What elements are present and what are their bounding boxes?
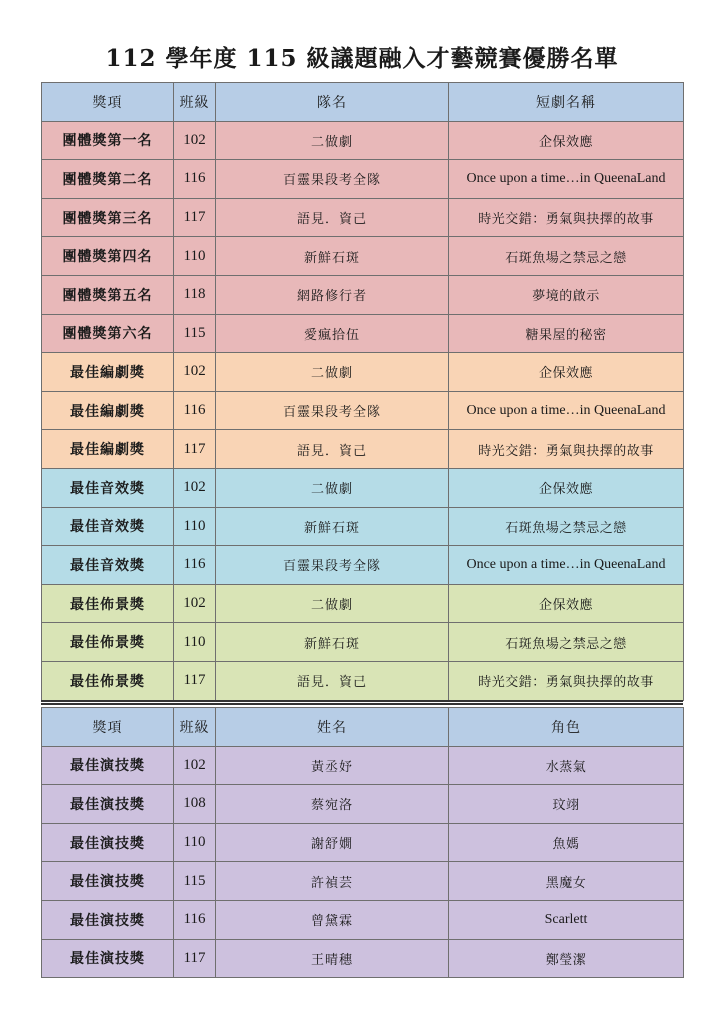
table-row [42,121,684,160]
team-cell: 網路修行者 [216,275,449,314]
award-cell: 最佳演技獎 [42,862,174,901]
team-cell: 二做劇 [216,584,449,623]
class-cell: 116 [174,546,216,585]
team-cell: 二做劇 [216,353,449,392]
table-row [42,546,684,585]
class-cell: 110 [174,507,216,546]
table-row [42,391,684,430]
team-cell: 語見．資己 [216,661,449,700]
play-title-cell: 時光交錯：勇氣與抉擇的故事 [449,198,684,237]
table-row [42,661,684,700]
play-title-cell: 石斑魚場之禁忌之戀 [449,237,684,276]
table-row [42,237,684,276]
header-play: 短劇名稱 [449,83,684,122]
class-cell: 117 [174,661,216,700]
play-title-cell: 企保效應 [449,468,684,507]
role-cell: 魚媽 [449,823,684,862]
table-row [42,275,684,314]
play-title-cell: 時光交錯：勇氣與抉擇的故事 [449,661,684,700]
play-title-cell: 石斑魚場之禁忌之戀 [449,507,684,546]
award-cell: 團體獎第五名 [42,275,174,314]
name-cell: 黃丞妤 [216,746,449,785]
team-cell: 百靈果段考全隊 [216,546,449,585]
team-cell: 二做劇 [216,468,449,507]
header-class: 班級 [174,708,216,747]
table-row [42,430,684,469]
award-cell: 團體獎第四名 [42,237,174,276]
award-cell: 最佳音效獎 [42,468,174,507]
class-cell: 115 [174,314,216,353]
award-cell: 團體獎第二名 [42,160,174,199]
play-title-cell: Once upon a time…in QueenaLand [449,546,684,585]
play-title-cell: 企保效應 [449,121,684,160]
name-cell: 謝舒嫺 [216,823,449,862]
award-cell: 團體獎第三名 [42,198,174,237]
play-title-cell: 企保效應 [449,584,684,623]
award-cell: 最佳佈景獎 [42,584,174,623]
award-cell: 最佳編劇獎 [42,391,174,430]
class-cell: 102 [174,121,216,160]
class-cell: 102 [174,468,216,507]
header-class: 班級 [174,83,216,122]
acting-awards-table [41,707,684,978]
award-cell: 最佳佈景獎 [42,623,174,662]
class-cell: 117 [174,939,216,978]
name-cell: 曾黛霖 [216,900,449,939]
class-cell: 110 [174,823,216,862]
class-cell: 102 [174,746,216,785]
team-cell: 百靈果段考全隊 [216,391,449,430]
play-title-cell: 糖果屋的秘密 [449,314,684,353]
table-header-row [42,708,684,747]
table-row [42,823,684,862]
class-cell: 118 [174,275,216,314]
class-cell: 116 [174,391,216,430]
team-cell: 二做劇 [216,121,449,160]
table-row [42,160,684,199]
team-cell: 語見．資己 [216,430,449,469]
role-cell: 水蒸氣 [449,746,684,785]
table-row [42,584,684,623]
play-title-cell: 時光交錯：勇氣與抉擇的故事 [449,430,684,469]
award-cell: 最佳音效獎 [42,546,174,585]
table-row [42,746,684,785]
class-cell: 102 [174,584,216,623]
table-row [42,785,684,824]
award-cell: 最佳佈景獎 [42,661,174,700]
award-cell: 團體獎第六名 [42,314,174,353]
header-team: 隊名 [216,83,449,122]
class-cell: 102 [174,353,216,392]
table-separator [41,700,683,705]
award-cell: 最佳演技獎 [42,746,174,785]
award-cell: 團體獎第一名 [42,121,174,160]
table-header-row [42,83,684,122]
name-cell: 蔡宛洛 [216,785,449,824]
award-cell: 最佳編劇獎 [42,430,174,469]
header-award: 獎項 [42,83,174,122]
class-cell: 117 [174,430,216,469]
table-row [42,353,684,392]
team-cell: 語見．資己 [216,198,449,237]
award-cell: 最佳演技獎 [42,823,174,862]
table-row [42,623,684,662]
play-title-cell: 夢境的啟示 [449,275,684,314]
page-title: 112 學年度 115 級議題融入才藝競賽優勝名單 [105,45,619,72]
role-cell: 玟翊 [449,785,684,824]
role-cell: Scarlett [449,900,684,939]
class-cell: 117 [174,198,216,237]
team-cell: 百靈果段考全隊 [216,160,449,199]
header-role: 角色 [449,708,684,747]
team-cell: 新鮮石斑 [216,623,449,662]
class-cell: 110 [174,237,216,276]
class-cell: 115 [174,862,216,901]
team-cell: 愛瘋拾伍 [216,314,449,353]
play-title-cell: 石斑魚場之禁忌之戀 [449,623,684,662]
name-cell: 王晴穗 [216,939,449,978]
award-cell: 最佳演技獎 [42,939,174,978]
table-row [42,939,684,978]
award-cell: 最佳編劇獎 [42,353,174,392]
table-row [42,862,684,901]
play-title-cell: 企保效應 [449,353,684,392]
role-cell: 鄭瑩潔 [449,939,684,978]
header-name: 姓名 [216,708,449,747]
class-cell: 116 [174,160,216,199]
role-cell: 黑魔女 [449,862,684,901]
name-cell: 許禎芸 [216,862,449,901]
class-cell: 108 [174,785,216,824]
table-row [42,314,684,353]
play-title-cell: Once upon a time…in QueenaLand [449,391,684,430]
team-cell: 新鮮石斑 [216,507,449,546]
class-cell: 110 [174,623,216,662]
table-row [42,198,684,237]
header-award: 獎項 [42,708,174,747]
table-row [42,468,684,507]
table-row [42,507,684,546]
award-cell: 最佳演技獎 [42,785,174,824]
play-title-cell: Once upon a time…in QueenaLand [449,160,684,199]
team-awards-table [41,82,684,701]
award-cell: 最佳演技獎 [42,900,174,939]
team-cell: 新鮮石斑 [216,237,449,276]
class-cell: 116 [174,900,216,939]
table-row [42,900,684,939]
award-cell: 最佳音效獎 [42,507,174,546]
